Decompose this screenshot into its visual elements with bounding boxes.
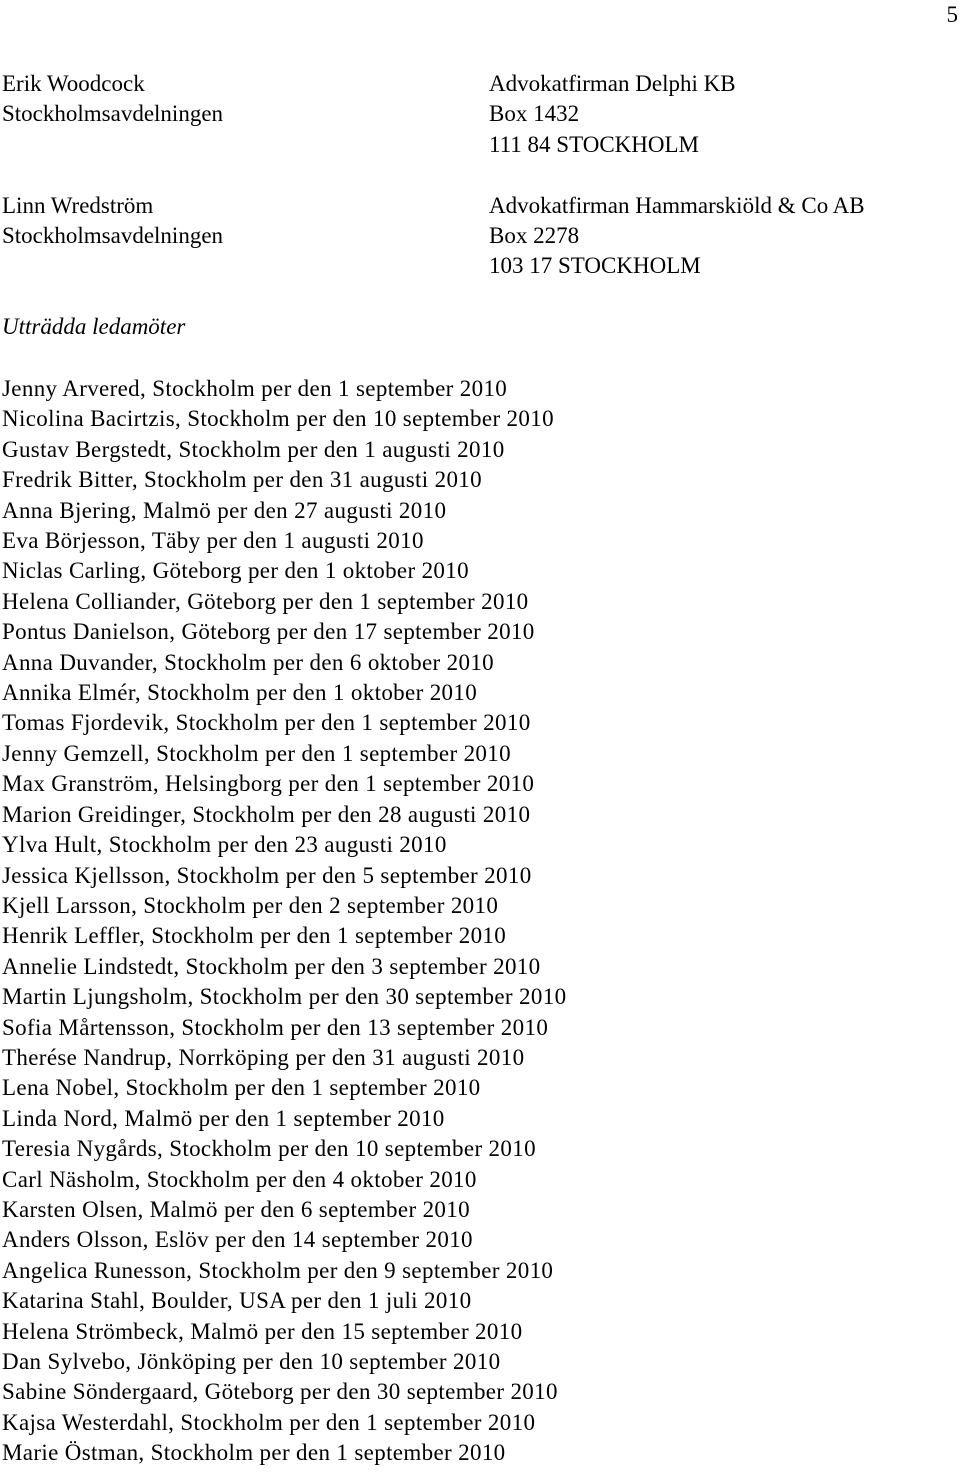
contact-person-name: Linn Wredström (2, 192, 154, 218)
list-item: Kajsa Westerdahl, Stockholm per den 1 september 2010 (2, 1409, 536, 1435)
contact-person (2, 191, 223, 252)
list-item: Teresia Nygårds, Stockholm per den 10 september 2010 (2, 1136, 536, 1162)
list-item: Ylva Hult, Stockholm per den 23 augusti 2010 (2, 832, 447, 858)
list-item: Sabine Söndergaard, Göteborg per den 30 september 2010 (2, 1379, 558, 1405)
list-item: Linda Nord, Malmö per den 1 september 2010 (2, 1105, 445, 1131)
contact-box: Box 1432 (489, 101, 580, 127)
list-item: Anna Bjering, Malmö per den 27 augusti 2010 (2, 497, 447, 523)
list-item: Katarina Stahl, Boulder, USA per den 1 juli 2010 (2, 1288, 472, 1314)
list-item: Sofia Mårtensson, Stockholm per den 13 september 2010 (2, 1014, 549, 1040)
list-item: Karsten Olsen, Malmö per den 6 september 2010 (2, 1196, 470, 1222)
resigned-members-list (2, 374, 566, 1469)
list-item: Angelica Runesson, Stockholm per den 9 september 2010 (2, 1257, 554, 1283)
list-item: Marion Greidinger, Stockholm per den 28 augusti 2010 (2, 801, 531, 827)
contact-postal-city: 103 17 STOCKHOLM (489, 253, 701, 279)
contact-firm-name: Advokatfirman Delphi KB (489, 71, 736, 96)
list-item: Eva Börjesson, Täby per den 1 augusti 2010 (2, 528, 424, 554)
list-item: Helena Colliander, Göteborg per den 1 september 2010 (2, 588, 529, 614)
list-item: Kjell Larsson, Stockholm per den 2 september 2010 (2, 892, 499, 918)
list-item: Tomas Fjordevik, Stockholm per den 1 september 2010 (2, 710, 531, 736)
list-item: Pontus Danielson, Göteborg per den 17 september 2010 (2, 619, 535, 645)
contact-person-department: Stockholmsavdelningen (2, 222, 224, 248)
list-item: Marie Östman, Stockholm per den 1 september 2010 (2, 1440, 506, 1466)
contacts-section (2, 69, 942, 312)
list-item: Fredrik Bitter, Stockholm per den 31 augusti 2010 (2, 467, 483, 493)
contact-box: Box 2278 (489, 222, 580, 248)
list-item: Niclas Carling, Göteborg per den 1 oktober 2010 (2, 558, 469, 584)
contact-postal-city: 111 84 STOCKHOLM (489, 131, 699, 157)
contact-address (489, 191, 865, 282)
list-item: Anna Duvander, Stockholm per den 6 oktober 2010 (2, 649, 495, 675)
contact-block (2, 191, 942, 282)
list-item: Jenny Arvered, Stockholm per den 1 september 2010 (2, 376, 508, 401)
list-item: Annika Elmér, Stockholm per den 1 oktober 2010 (2, 680, 478, 706)
contact-firm-name: Advokatfirman Hammarskiöld & Co AB (489, 192, 865, 218)
list-item: Anders Olsson, Eslöv per den 14 september 2010 (2, 1227, 473, 1253)
list-item: Jenny Gemzell, Stockholm per den 1 september 2010 (2, 740, 511, 766)
contact-person-department: Stockholmsavdelningen (2, 101, 224, 127)
list-item: Dan Sylvebo, Jönköping per den 10 september 2010 (2, 1349, 501, 1374)
list-item: Gustav Bergstedt, Stockholm per den 1 augusti 2010 (2, 436, 505, 462)
contact-block (2, 69, 942, 160)
list-item: Nicolina Bacirtzis, Stockholm per den 10 september 2010 (2, 406, 554, 432)
list-item: Jessica Kjellsson, Stockholm per den 5 september 2010 (2, 862, 532, 888)
list-item: Therése Nandrup, Norrköping per den 31 augusti 2010 (2, 1044, 525, 1070)
list-item: Helena Strömbeck, Malmö per den 15 september 2010 (2, 1318, 523, 1344)
list-item: Martin Ljungsholm, Stockholm per den 30 september 2010 (2, 984, 567, 1010)
list-item: Henrik Leffler, Stockholm per den 1 september 2010 (2, 923, 507, 949)
contact-person-name: Erik Woodcock (2, 71, 145, 96)
list-item: Annelie Lindstedt, Stockholm per den 3 september 2010 (2, 953, 541, 979)
section-heading: Utträdda ledamöter (2, 314, 186, 339)
list-item: Max Granström, Helsingborg per den 1 september 2010 (2, 771, 535, 797)
contact-address (489, 69, 736, 160)
contact-person (2, 69, 223, 130)
list-item: Carl Näsholm, Stockholm per den 4 oktober 2010 (2, 1166, 477, 1192)
page-number: 5 (946, 2, 958, 27)
list-item: Lena Nobel, Stockholm per den 1 september 2010 (2, 1075, 481, 1101)
